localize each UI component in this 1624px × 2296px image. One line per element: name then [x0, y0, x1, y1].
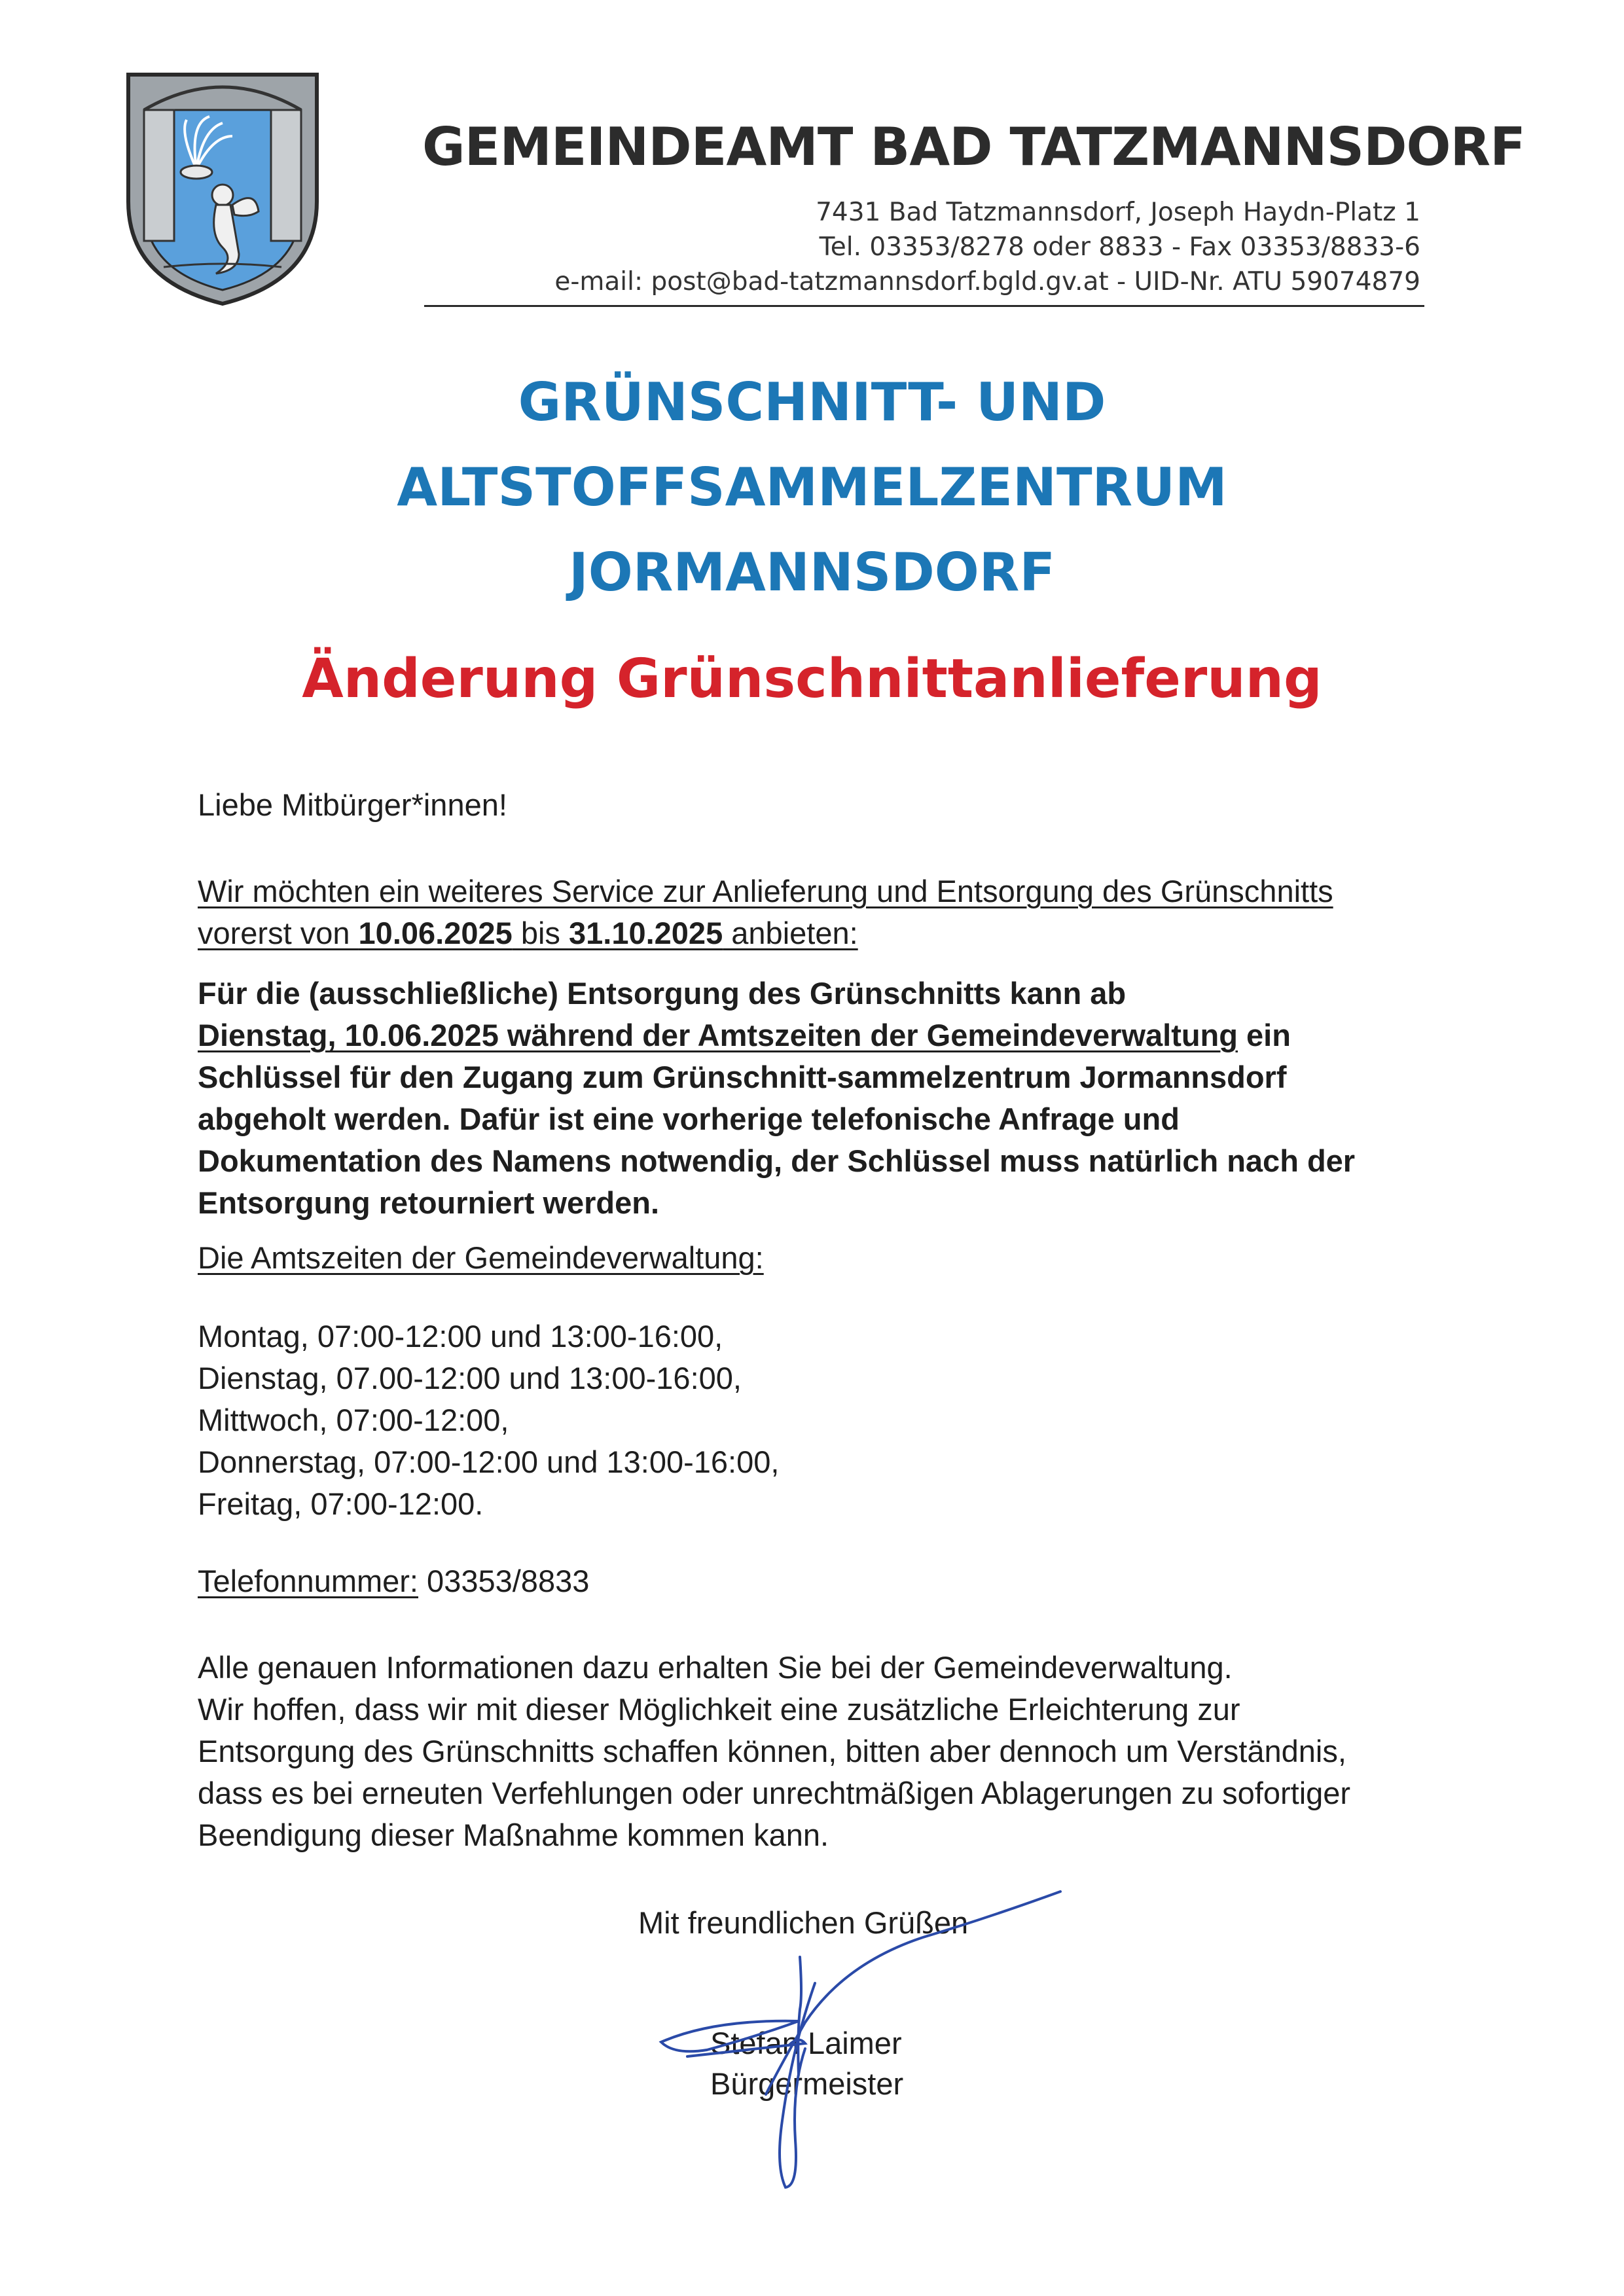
organization-phone-fax: Tel. 03353/8278 oder 8833 - Fax 03353/8833-6: [819, 232, 1420, 262]
bold-line-1: Für die (ausschließliche) Entsorgung des Grünschnitts kann ab: [198, 976, 1127, 1011]
signer-name: Stefan Laimer: [710, 2026, 902, 2060]
date-to: 31.10.2025: [568, 916, 723, 950]
intro-line-2: [198, 912, 858, 954]
organization-email-uid: e-mail: post@bad-tatzmannsdorf.bgld.gv.at - UID-Nr. ATU 59074879: [554, 267, 1420, 296]
hours-wednesday: Mittwoch, 07:00-12:00,: [198, 1403, 509, 1437]
closing-line-4: dass es bei erneuten Verfehlungen oder unrechtmäßigen Ablagerungen zu sofortiger: [198, 1776, 1351, 1810]
phone-label: Telefonnummer:: [198, 1564, 418, 1598]
intro-text-b: bis: [512, 916, 569, 950]
coat-of-arms-icon: [124, 71, 321, 306]
bold-line-5: Dokumentation des Namens notwendig, der Schlüssel muss natürlich nach der: [198, 1143, 1356, 1178]
office-hours-heading: Die Amtszeiten der Gemeindeverwaltung:: [198, 1240, 764, 1275]
title-line-2: ALTSTOFFSAMMELZENTRUM: [397, 457, 1227, 518]
closing-line-3: Entsorgung des Grünschnitts schaffen können, bitten aber dennoch um Verständnis,: [198, 1734, 1346, 1768]
key-pickup-paragraph: [198, 973, 1355, 1224]
title-line-3: JORMANNSDORF: [568, 542, 1056, 603]
bold-line-6: Entsorgung retourniert werden.: [198, 1185, 660, 1220]
complimentary-close: Mit freundlichen Grüßen: [638, 1905, 969, 1940]
title-line-1: GRÜNSCHNITT- UND: [518, 372, 1106, 433]
date-from: 10.06.2025: [358, 916, 513, 950]
bold-line-2-underlined: Dienstag, 10.06.2025 während der Amtszeiten der Gemeindeverwaltung: [198, 1018, 1238, 1052]
bold-line-3: Schlüssel für den Zugang zum Grünschnitt-sammelzentrum Jormannsdorf: [198, 1060, 1287, 1094]
phone-line: [198, 1560, 589, 1602]
closing-line-2: Wir hoffen, dass wir mit dieser Möglichkeit eine zusätzliche Erleichterung zur: [198, 1692, 1240, 1727]
signature-icon: [648, 1878, 1080, 2193]
salutation: Liebe Mitbürger*innen!: [198, 787, 507, 822]
hours-thursday: Donnerstag, 07:00-12:00 und 13:00-16:00,: [198, 1444, 780, 1479]
intro-text-c: anbieten:: [723, 916, 858, 950]
organization-name: GEMEINDEAMT BAD TATZMANNSDORF: [422, 117, 1525, 177]
hours-monday: Montag, 07:00-12:00 und 13:00-16:00,: [198, 1319, 723, 1354]
phone-number: 03353/8833: [418, 1564, 590, 1598]
office-hours-list: [198, 1316, 779, 1525]
bold-line-2-rest: ein: [1237, 1018, 1291, 1052]
bold-line-2: [198, 1014, 1355, 1056]
intro-line-1: Wir möchten ein weiteres Service zur Anlieferung und Entsorgung des Grünschnitts: [198, 874, 1333, 908]
signer-title: Bürgermeister: [710, 2066, 904, 2101]
hours-tuesday: Dienstag, 07.00-12:00 und 13:00-16:00,: [198, 1361, 742, 1395]
intro-text-a: vorerst von: [198, 916, 359, 950]
bold-line-4: abgeholt werden. Dafür ist eine vorherige telefonische Anfrage und: [198, 1102, 1180, 1136]
hours-friday: Freitag, 07:00-12:00.: [198, 1486, 484, 1521]
subtitle-change-notice: Änderung Grünschnittanlieferung: [302, 648, 1322, 710]
closing-line-1: Alle genauen Informationen dazu erhalten Sie bei der Gemeindeverwaltung.: [198, 1650, 1233, 1685]
organization-address: 7431 Bad Tatzmannsdorf, Joseph Haydn-Platz 1: [816, 198, 1420, 227]
header-divider: [424, 305, 1424, 307]
closing-paragraph: [198, 1647, 1350, 1856]
closing-line-5: Beendigung dieser Maßnahme kommen kann.: [198, 1818, 829, 1852]
